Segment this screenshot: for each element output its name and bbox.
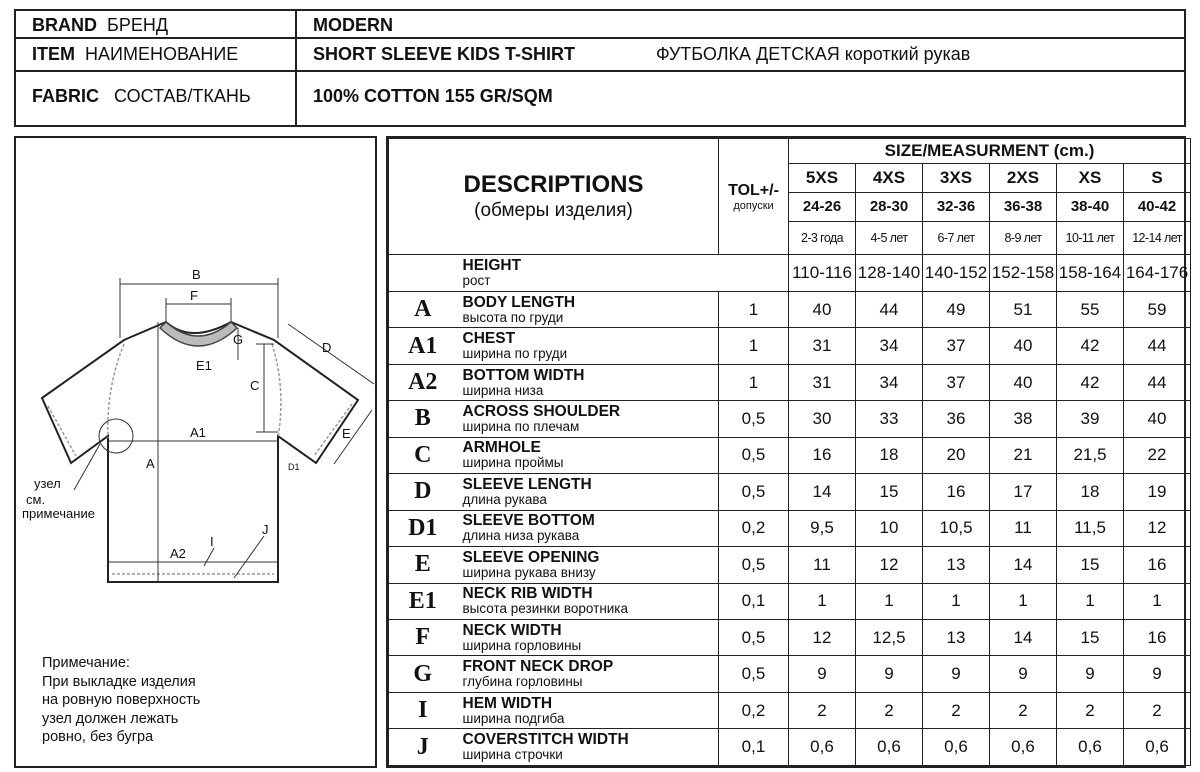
dim-label-c: C (250, 378, 260, 393)
measurement-value-cell: 14 (990, 547, 1057, 583)
fabric-label: FABRIC СОСТАВ/ТКАНЬ (32, 86, 251, 106)
measurement-letter: J (389, 729, 457, 766)
tolerance-cell: 0,2 (719, 510, 789, 546)
measurement-name-en: NECK WIDTH (462, 621, 562, 639)
measurement-value-cell: 10,5 (923, 510, 990, 546)
dim-label-e: E (342, 426, 351, 441)
size-measurement-table (386, 136, 1189, 768)
measurement-value-cell: 0,6 (1057, 729, 1124, 766)
tolerance-cell: 0,2 (719, 692, 789, 728)
measurement-value-cell: 2 (856, 692, 923, 728)
dim-label-a1: A1 (190, 425, 206, 440)
measurement-name-ru: ширина по груди (462, 346, 568, 362)
measurement-name-en: NECK RIB WIDTH (462, 585, 593, 603)
measurement-value-cell: 36 (923, 401, 990, 437)
measurement-value-cell: 9 (923, 656, 990, 692)
tolerance-cell: 0,5 (719, 547, 789, 583)
measurement-value-cell: 16 (1124, 619, 1191, 655)
measurement-value-cell: 51 (990, 291, 1057, 327)
measurement-name-ru: ширина низа (462, 382, 544, 398)
measurement-value-cell: 2 (923, 692, 990, 728)
measurement-value-cell: 37 (923, 328, 990, 364)
measurement-name-ru: ширина проймы (462, 455, 564, 471)
see-label: см. (26, 492, 46, 507)
measurement-name-en: ACROSS SHOULDER (462, 402, 621, 420)
measurement-value-cell: 1 (789, 583, 856, 619)
measurement-row (389, 401, 1191, 437)
measurement-name-en: CHEST (462, 330, 516, 348)
measurement-value-cell: 34 (856, 364, 923, 400)
product-header (14, 9, 1186, 127)
descriptions-header: DESCRIPTIONS (обмеры изделия) (389, 139, 719, 255)
item-value-ru: ФУТБОЛКА ДЕТСКАЯ короткий рукав (656, 44, 971, 64)
note-ref-label: примечание (22, 506, 95, 521)
measurement-value-cell: 12 (789, 619, 856, 655)
note-line: на ровную поверхность (42, 692, 201, 708)
height-value-cell: 140-152 (923, 255, 990, 291)
brand-value: MODERN (313, 15, 393, 35)
measurement-letter: I (389, 692, 457, 728)
measurement-value-cell: 21,5 (1057, 437, 1124, 473)
measurement-value-cell: 14 (990, 619, 1057, 655)
size-code-cell: 4XS (856, 164, 923, 192)
measurement-value-cell: 40 (990, 364, 1057, 400)
measurement-letter: C (389, 437, 457, 473)
measurement-value-cell: 17 (990, 474, 1057, 510)
measurement-letter: A2 (389, 364, 457, 400)
measurement-value-cell: 21 (990, 437, 1057, 473)
measurement-value-cell: 34 (856, 328, 923, 364)
measurement-name (457, 364, 719, 400)
measurement-value-cell: 0,6 (1124, 729, 1191, 766)
note-line: При выкладке изделия (42, 673, 196, 690)
measurement-value-cell: 9,5 (789, 510, 856, 546)
dim-label-f: F (190, 288, 198, 303)
dim-label-i: I (210, 534, 214, 549)
measurement-value-cell: 11 (990, 510, 1057, 546)
measurement-value-cell: 1 (990, 583, 1057, 619)
measurement-value-cell: 11,5 (1057, 510, 1124, 546)
size-code-cell: 3XS (923, 164, 990, 192)
measurement-row (389, 583, 1191, 619)
size-age-cell: 12-14 лет (1124, 222, 1191, 255)
tolerance-cell: 1 (719, 364, 789, 400)
measurement-name-ru: длина низа рукава (462, 528, 580, 544)
measurement-value-cell: 31 (789, 328, 856, 364)
measurement-value-cell: 40 (990, 328, 1057, 364)
measurement-name (457, 401, 719, 437)
dim-label-d: D (322, 340, 332, 355)
measurement-name-en: SLEEVE LENGTH (462, 475, 592, 493)
height-value-cell: 128-140 (856, 255, 923, 291)
measurement-name (457, 328, 719, 364)
measurement-name (457, 656, 719, 692)
measurement-value-cell: 0,6 (990, 729, 1057, 766)
measurement-value-cell: 59 (1124, 291, 1191, 327)
dim-label-a: A (146, 456, 155, 471)
size-range-cell: 36-38 (990, 192, 1057, 221)
measurement-letter: D (389, 474, 457, 510)
measurement-value-cell: 40 (1124, 401, 1191, 437)
measurement-name-ru: длина рукава (462, 491, 547, 507)
size-range-cell: 40-42 (1124, 192, 1191, 221)
size-code-cell: S (1124, 164, 1191, 192)
measurement-letter: A (389, 291, 457, 327)
measurement-row (389, 729, 1191, 766)
size-age-cell: 4-5 лет (856, 222, 923, 255)
measurement-name-ru: ширина по плечам (462, 418, 580, 434)
measurement-value-cell: 16 (1124, 547, 1191, 583)
tolerance-cell: 0,1 (719, 583, 789, 619)
measurement-value-cell: 2 (990, 692, 1057, 728)
measurement-value-cell: 9 (1124, 656, 1191, 692)
measurement-letter: D1 (389, 510, 457, 546)
measurement-letter: E (389, 547, 457, 583)
measurement-letter: E1 (389, 583, 457, 619)
measurement-name-en: SLEEVE OPENING (462, 548, 600, 566)
measurement-value-cell: 44 (856, 291, 923, 327)
measurement-row (389, 692, 1191, 728)
tolerance-cell: 0,5 (719, 656, 789, 692)
measurement-value-cell: 31 (789, 364, 856, 400)
measurement-value-cell: 33 (856, 401, 923, 437)
dim-label-j: J (262, 522, 269, 537)
measurement-value-cell: 18 (1057, 474, 1124, 510)
measurement-name (457, 729, 719, 766)
height-value-cell: 110-116 (789, 255, 856, 291)
height-value-cell: 164-176 (1124, 255, 1191, 291)
measurement-value-cell: 38 (990, 401, 1057, 437)
measurement-value-cell: 37 (923, 364, 990, 400)
measurement-name-en: HEM WIDTH (462, 694, 553, 712)
tolerance-cell: 0,5 (719, 401, 789, 437)
measurement-value-cell: 12 (856, 547, 923, 583)
measurement-letter: B (389, 401, 457, 437)
dim-label-d1: D1 (288, 462, 300, 472)
measurement-value-cell: 2 (1057, 692, 1124, 728)
size-measurement-title: SIZE/MEASURMENT (cm.) (789, 139, 1191, 164)
item-value-en: SHORT SLEEVE KIDS T-SHIRT (313, 44, 576, 64)
measurement-letter: G (389, 656, 457, 692)
measurement-row (389, 656, 1191, 692)
tolerance-cell: 1 (719, 328, 789, 364)
measurement-name (457, 619, 719, 655)
measurement-value-cell: 1 (1124, 583, 1191, 619)
tolerance-cell: 0,5 (719, 619, 789, 655)
measurement-value-cell: 0,6 (923, 729, 990, 766)
tolerance-cell: 1 (719, 291, 789, 327)
measurement-row (389, 547, 1191, 583)
size-range-cell: 28-30 (856, 192, 923, 221)
measurement-value-cell: 2 (1124, 692, 1191, 728)
tshirt-diagram (16, 138, 379, 638)
measurement-name (457, 437, 719, 473)
measurement-value-cell: 13 (923, 547, 990, 583)
dim-label-g: G (233, 332, 244, 347)
fabric-value: 100% COTTON 155 GR/SQM (313, 86, 553, 106)
measurement-name (457, 583, 719, 619)
measurement-row (389, 291, 1191, 327)
measurement-value-cell: 42 (1057, 328, 1124, 364)
measurement-value-cell: 11 (789, 547, 856, 583)
note-line: ровно, без бугра (42, 729, 154, 745)
measurement-value-cell: 30 (789, 401, 856, 437)
height-value-cell: 152-158 (990, 255, 1057, 291)
measurement-name-ru: ширина горловины (462, 637, 582, 653)
measurement-value-cell: 49 (923, 291, 990, 327)
size-range-cell: 24-26 (789, 192, 856, 221)
measurement-value-cell: 40 (789, 291, 856, 327)
measurement-name-en: BOTTOM WIDTH (462, 366, 585, 384)
measurement-value-cell: 20 (923, 437, 990, 473)
measurement-value-cell: 12,5 (856, 619, 923, 655)
tolerance-cell: 0,5 (719, 474, 789, 510)
measurement-letter: A1 (389, 328, 457, 364)
measurement-row (389, 619, 1191, 655)
measurement-value-cell: 16 (789, 437, 856, 473)
measurement-value-cell: 9 (1057, 656, 1124, 692)
measurement-name (457, 474, 719, 510)
measurement-value-cell: 10 (856, 510, 923, 546)
measurement-name-ru: ширина строчки (462, 747, 563, 763)
size-age-cell: 2-3 года (789, 222, 856, 255)
measurement-name-en: BODY LENGTH (462, 293, 576, 311)
measurement-value-cell: 18 (856, 437, 923, 473)
size-code-cell: 2XS (990, 164, 1057, 192)
measurement-name-en: SLEEVE BOTTOM (462, 512, 595, 530)
measurement-value-cell: 12 (1124, 510, 1191, 546)
measurement-value-cell: 13 (923, 619, 990, 655)
brand-label: BRAND БРЕНД (32, 15, 169, 35)
item-label: ITEM НАИМЕНОВАНИЕ (32, 44, 239, 64)
measurement-value-cell: 9 (789, 656, 856, 692)
layout-note (42, 654, 200, 747)
measurement-name (457, 692, 719, 728)
size-age-cell: 10-11 лет (1057, 222, 1124, 255)
size-code-cell: XS (1057, 164, 1124, 192)
measurement-row (389, 328, 1191, 364)
measurement-value-cell: 16 (923, 474, 990, 510)
note-line: узел должен лежать (42, 710, 179, 727)
measurement-value-cell: 15 (856, 474, 923, 510)
measurement-name-en: COVERSTITCH WIDTH (462, 731, 629, 749)
tolerance-cell: 0,1 (719, 729, 789, 766)
measurement-name-ru: ширина рукава внизу (462, 564, 596, 580)
measurement-value-cell: 55 (1057, 291, 1124, 327)
measurement-letter: F (389, 619, 457, 655)
height-value-cell: 158-164 (1057, 255, 1124, 291)
measurement-value-cell: 1 (1057, 583, 1124, 619)
measurement-name (457, 291, 719, 327)
dim-label-b: B (192, 267, 201, 282)
measurement-value-cell: 9 (990, 656, 1057, 692)
dim-label-e1: E1 (196, 358, 212, 373)
measurement-value-cell: 15 (1057, 619, 1124, 655)
measurement-value-cell: 9 (856, 656, 923, 692)
tolerance-header: TOL+/- допуски (719, 139, 789, 255)
measurement-value-cell: 2 (789, 692, 856, 728)
tolerance-cell: 0,5 (719, 437, 789, 473)
measurement-name-ru: глубина горловины (462, 674, 583, 690)
measurement-name (457, 547, 719, 583)
measurement-row (389, 474, 1191, 510)
size-age-cell: 6-7 лет (923, 222, 990, 255)
knot-label: узел (34, 476, 61, 491)
measurement-value-cell: 44 (1124, 328, 1191, 364)
height-label: HEIGHT рост (457, 255, 789, 291)
measurement-value-cell: 1 (856, 583, 923, 619)
size-range-cell: 38-40 (1057, 192, 1124, 221)
measurement-value-cell: 0,6 (856, 729, 923, 766)
tshirt-drawing-panel (14, 136, 377, 768)
size-code-cell: 5XS (789, 164, 856, 192)
measurement-name-ru: высота по груди (462, 309, 564, 325)
measurement-name (457, 510, 719, 546)
measurement-name-ru: высота резинки воротника (462, 601, 629, 617)
measurement-name-ru: ширина подгиба (462, 710, 565, 726)
measurement-row (389, 510, 1191, 546)
measurement-row (389, 364, 1191, 400)
measurement-name-en: FRONT NECK DROP (462, 658, 614, 676)
dim-label-a2: A2 (170, 546, 186, 561)
measurement-value-cell: 22 (1124, 437, 1191, 473)
measurement-row (389, 437, 1191, 473)
size-range-cell: 32-36 (923, 192, 990, 221)
measurement-value-cell: 0,6 (789, 729, 856, 766)
measurement-value-cell: 19 (1124, 474, 1191, 510)
measurement-name-en: ARMHOLE (462, 439, 541, 457)
note-title: Примечание: (42, 655, 130, 671)
size-age-cell: 8-9 лет (990, 222, 1057, 255)
measurement-value-cell: 14 (789, 474, 856, 510)
measurement-value-cell: 42 (1057, 364, 1124, 400)
measurement-value-cell: 1 (923, 583, 990, 619)
measurement-value-cell: 44 (1124, 364, 1191, 400)
measurement-value-cell: 15 (1057, 547, 1124, 583)
measurement-value-cell: 39 (1057, 401, 1124, 437)
